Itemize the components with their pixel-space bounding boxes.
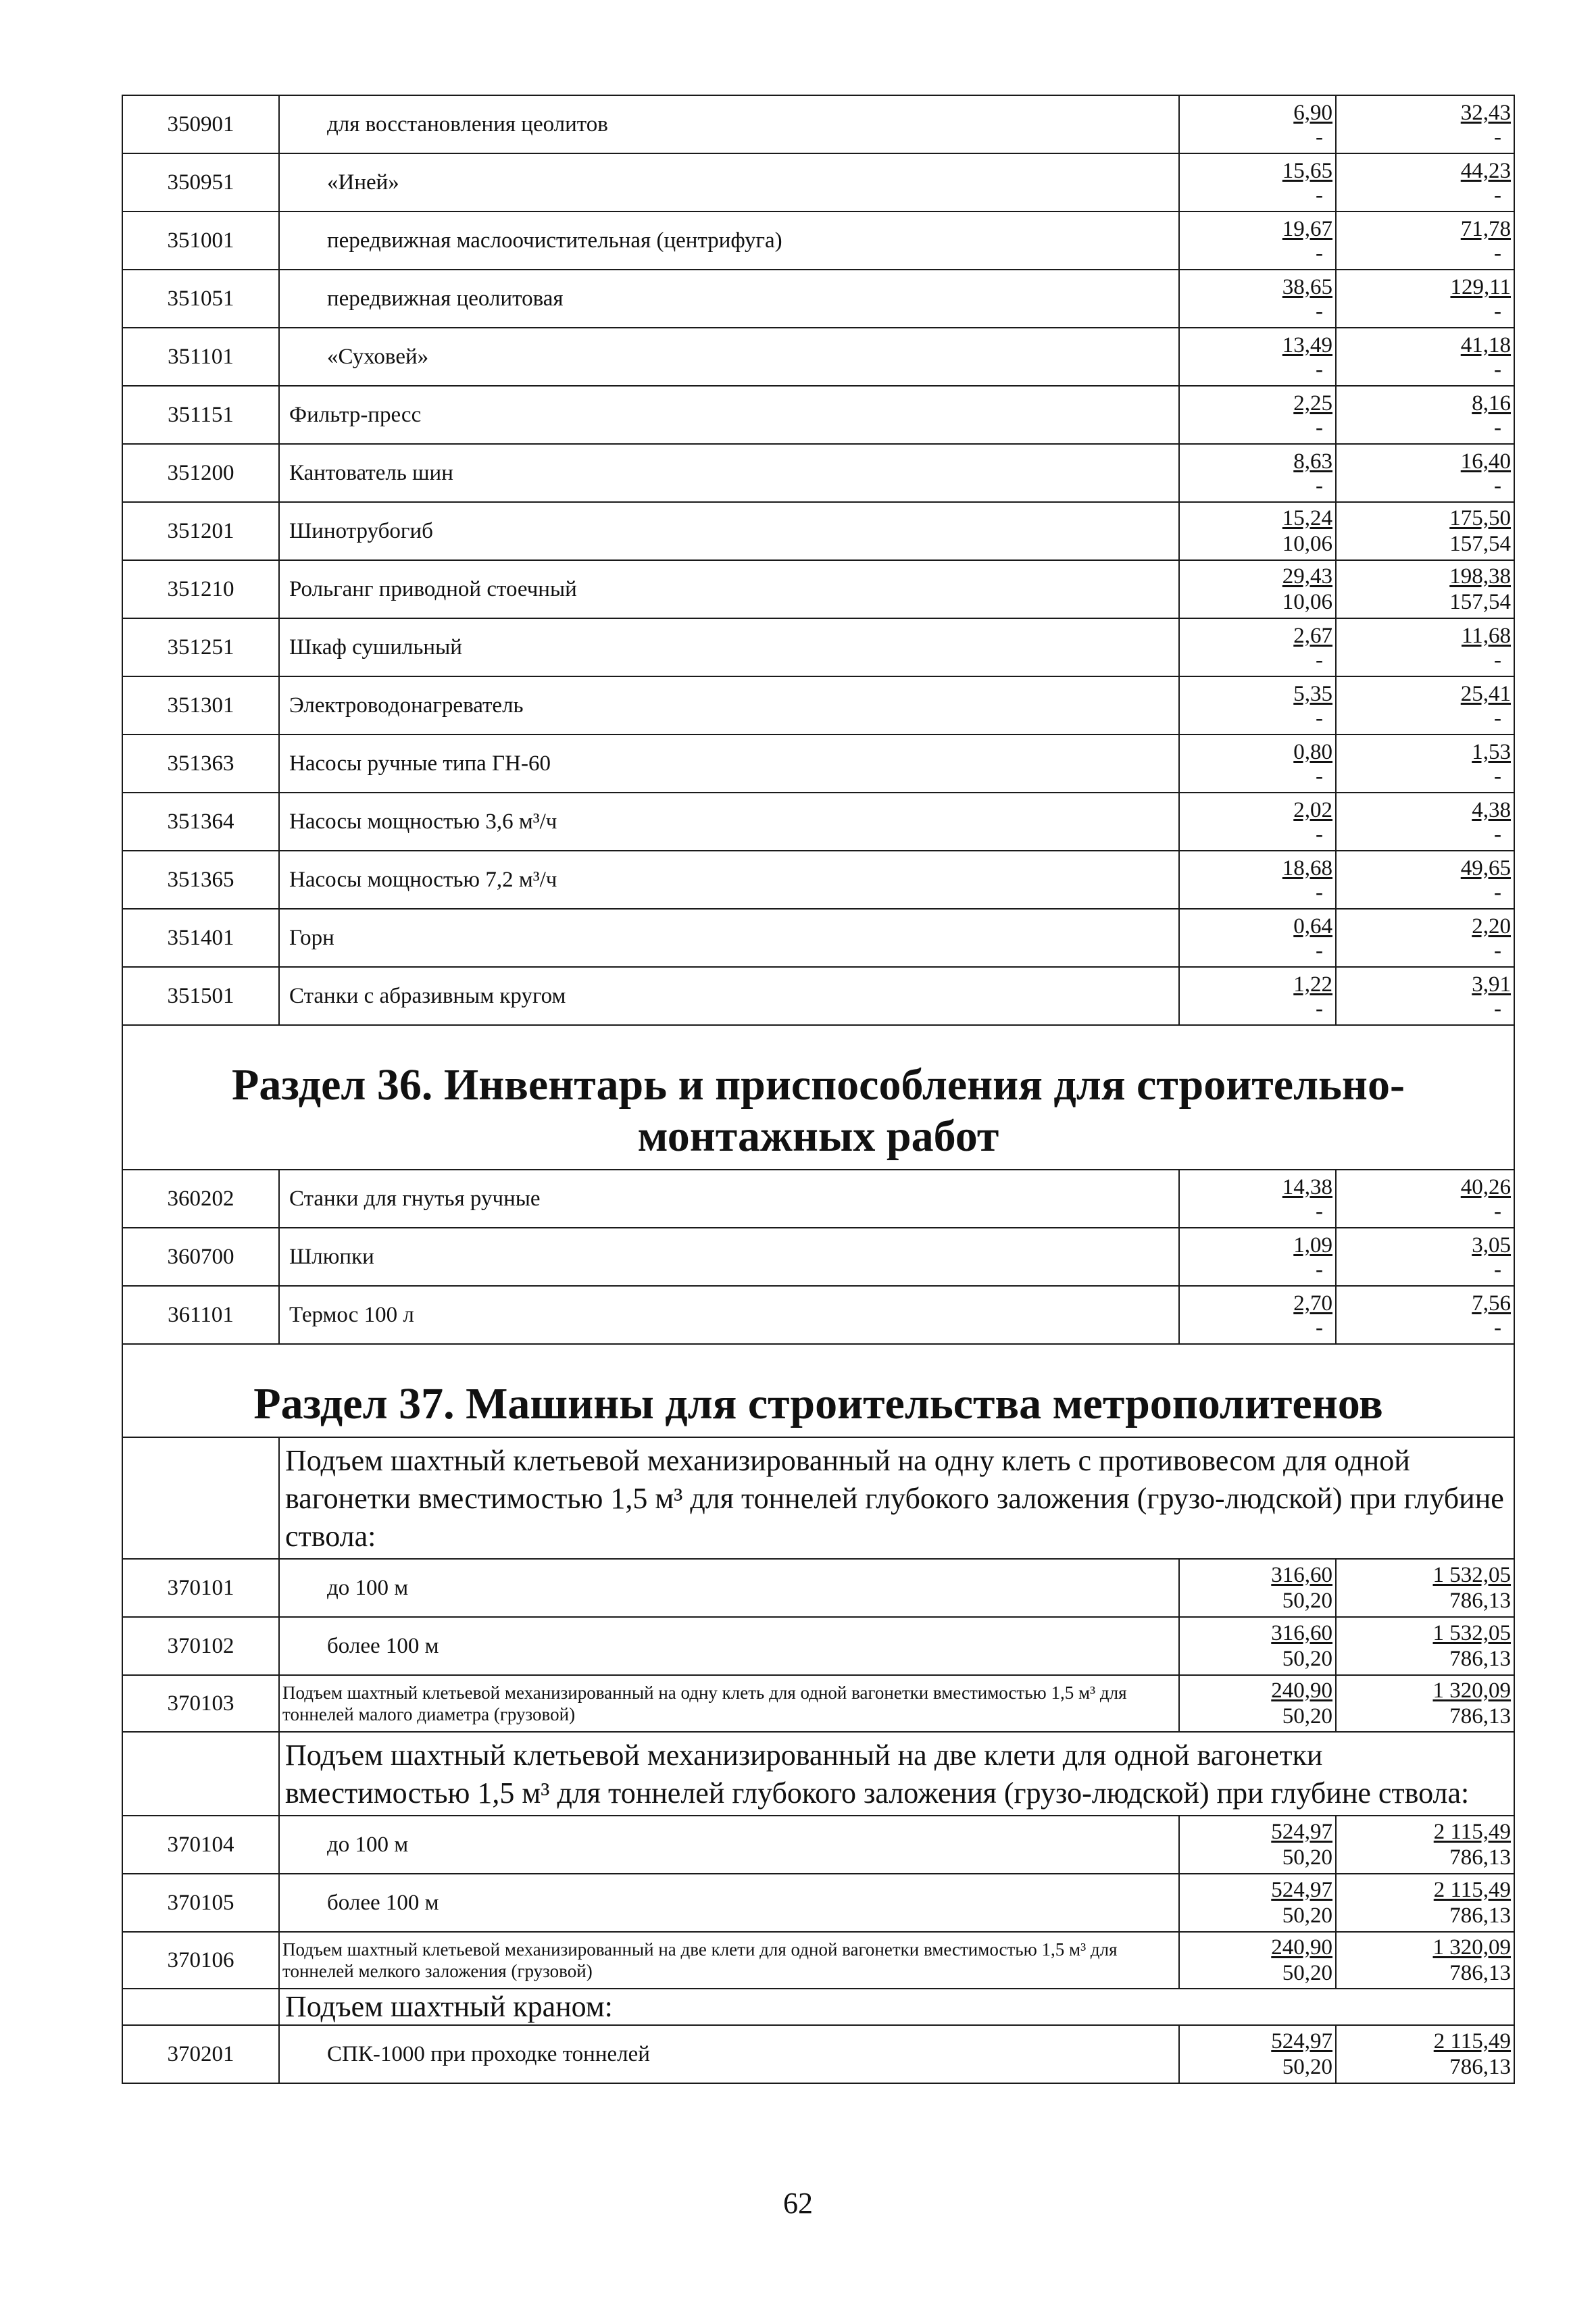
price-column-2-primary: 1 320,09: [1432, 1935, 1511, 1960]
price-column-2-secondary: -: [1494, 183, 1501, 207]
price-column-2: [1336, 851, 1514, 909]
price-column-1: [1179, 1932, 1336, 1989]
price-column-2-primary: 4,38: [1472, 798, 1511, 822]
price-column-2-primary: 40,26: [1460, 1175, 1511, 1199]
item-code: 350951: [122, 153, 279, 211]
group-heading-2: Подъем шахтный клетьевой механизированный на две клети для одной вагонетки вместимостью 1,5 м³ для тоннелей глубокого заложения (грузо-людской) при глубине ствола:: [279, 1732, 1514, 1816]
price-column-1: [1179, 735, 1336, 793]
item-code: 370103: [122, 1675, 279, 1732]
price-column-1: [1179, 560, 1336, 618]
item-name: Электроводонагреватель: [279, 676, 1179, 735]
price-column-2: [1336, 1170, 1514, 1228]
price-column-1-primary: 2,02: [1293, 798, 1332, 822]
item-name: Кантователь шин: [279, 444, 1179, 502]
price-column-1: [1179, 2025, 1336, 2083]
price-column-1: [1179, 386, 1336, 444]
price-column-2-secondary: -: [1494, 474, 1501, 498]
price-column-1: [1179, 909, 1336, 967]
price-column-2-primary: 11,68: [1461, 624, 1511, 648]
price-column-1-secondary: 50,20: [1282, 1647, 1332, 1671]
price-column-1-secondary: -: [1316, 997, 1323, 1021]
price-column-2: [1336, 735, 1514, 793]
price-column-2-secondary: -: [1494, 416, 1501, 440]
price-column-1-secondary: 50,20: [1282, 2055, 1332, 2079]
price-column-1: [1179, 1170, 1336, 1228]
price-column-1-primary: 524,97: [1271, 1878, 1332, 1902]
item-name: «Иней»: [279, 153, 1179, 211]
item-code: 361101: [122, 1286, 279, 1344]
price-column-2: [1336, 502, 1514, 560]
price-column-2-secondary: -: [1494, 706, 1501, 730]
item-code: 351501: [122, 967, 279, 1025]
table-row: [122, 1932, 1514, 1989]
price-column-1-primary: 29,43: [1282, 564, 1332, 589]
price-column-2-primary: 2 115,49: [1433, 1820, 1511, 1844]
item-name: Подъем шахтный клетьевой механизированный на две клети для одной вагонетки вместимостью 1,5 м³ для тоннелей мелкого заложения (грузовой): [279, 1932, 1179, 1989]
item-code: 351210: [122, 560, 279, 618]
price-column-1-secondary: 50,20: [1282, 1903, 1332, 1928]
price-column-2-secondary: -: [1494, 1316, 1501, 1340]
price-column-2-primary: 49,65: [1460, 856, 1511, 880]
table-row: [122, 1286, 1514, 1344]
table-row: [122, 851, 1514, 909]
price-column-2-secondary: -: [1494, 880, 1501, 905]
item-name: Фильтр-пресс: [279, 386, 1179, 444]
item-name: Горн: [279, 909, 1179, 967]
price-column-2: [1336, 967, 1514, 1025]
price-column-2-primary: 25,41: [1460, 682, 1511, 706]
price-column-2: [1336, 1617, 1514, 1675]
item-code: 351363: [122, 735, 279, 793]
table-row: [122, 735, 1514, 793]
price-column-2-secondary: 786,13: [1449, 1647, 1511, 1671]
price-column-1-secondary: -: [1316, 299, 1323, 324]
table-row: [122, 1675, 1514, 1732]
price-column-1-secondary: -: [1316, 939, 1323, 963]
price-column-2-primary: 16,40: [1460, 449, 1511, 474]
table-row: [122, 386, 1514, 444]
table-row: [122, 2025, 1514, 2083]
price-column-1: [1179, 851, 1336, 909]
price-column-2-secondary: -: [1494, 299, 1501, 324]
item-code: 370104: [122, 1816, 279, 1874]
price-column-1: [1179, 95, 1336, 153]
item-name: Подъем шахтный клетьевой механизированный на одну клеть для одной вагонетки вместимостью 1,5 м³ для тоннелей малого диаметра (грузовой): [279, 1675, 1179, 1732]
price-column-2: [1336, 153, 1514, 211]
price-column-1-secondary: -: [1316, 706, 1323, 730]
price-column-1-secondary: 10,06: [1282, 590, 1332, 614]
price-column-2-secondary: -: [1494, 241, 1501, 266]
price-column-2-primary: 44,23: [1460, 159, 1511, 183]
price-column-2: [1336, 328, 1514, 386]
price-column-1-primary: 18,68: [1282, 856, 1332, 880]
price-column-2: [1336, 618, 1514, 676]
item-name: Насосы ручные типа ГН-60: [279, 735, 1179, 793]
price-column-1-primary: 0,80: [1293, 740, 1332, 764]
item-code: 351001: [122, 211, 279, 270]
price-column-1-secondary: -: [1316, 1258, 1323, 1282]
price-column-1-secondary: -: [1316, 1199, 1323, 1224]
price-column-1: [1179, 328, 1336, 386]
item-name: Станки с абразивным кругом: [279, 967, 1179, 1025]
item-name: для восстановления цеолитов: [279, 95, 1179, 153]
item-code: 360700: [122, 1228, 279, 1286]
item-name: Насосы мощностью 7,2 м³/ч: [279, 851, 1179, 909]
price-column-2-secondary: -: [1494, 125, 1501, 149]
price-column-1-primary: 5,35: [1293, 682, 1332, 706]
price-column-2-secondary: 786,13: [1449, 1961, 1511, 1985]
price-column-2-secondary: 786,13: [1449, 1903, 1511, 1928]
price-column-2: [1336, 444, 1514, 502]
price-column-2: [1336, 909, 1514, 967]
section-37-title-row: [122, 1344, 1514, 1437]
table-row: [122, 560, 1514, 618]
price-column-1-primary: 14,38: [1282, 1175, 1332, 1199]
item-name: Рольганг приводной стоечный: [279, 560, 1179, 618]
price-column-2-primary: 2 115,49: [1433, 1878, 1511, 1902]
price-column-1-secondary: 50,20: [1282, 1704, 1332, 1728]
price-column-1: [1179, 153, 1336, 211]
price-column-2-secondary: -: [1494, 1258, 1501, 1282]
price-column-1-primary: 240,90: [1271, 1935, 1332, 1960]
price-column-2-primary: 198,38: [1449, 564, 1511, 589]
item-name: до 100 м: [279, 1816, 1179, 1874]
price-column-1-primary: 0,64: [1293, 914, 1332, 939]
price-column-2-secondary: -: [1494, 939, 1501, 963]
price-column-2: [1336, 2025, 1514, 2083]
item-code: 351201: [122, 502, 279, 560]
item-code: 360202: [122, 1170, 279, 1228]
price-column-1-secondary: 50,20: [1282, 1589, 1332, 1613]
table-row: [122, 1228, 1514, 1286]
price-column-2-secondary: 786,13: [1449, 2055, 1511, 2079]
price-column-1: [1179, 211, 1336, 270]
item-code: 370102: [122, 1617, 279, 1675]
item-code: 351301: [122, 676, 279, 735]
item-code: 351051: [122, 270, 279, 328]
price-column-1-secondary: -: [1316, 880, 1323, 905]
item-code: 351401: [122, 909, 279, 967]
price-column-2-secondary: -: [1494, 357, 1501, 382]
price-column-2-primary: 3,05: [1472, 1233, 1511, 1258]
price-column-2-primary: 2 115,49: [1433, 2029, 1511, 2053]
group-heading-3: Подъем шахтный краном:: [279, 1989, 1514, 2025]
item-name: СПК-1000 при проходке тоннелей: [279, 2025, 1179, 2083]
item-code: 350901: [122, 95, 279, 153]
table-row: [122, 1874, 1514, 1932]
group-heading-2-row: [122, 1732, 1514, 1816]
item-name: передвижная цеолитовая: [279, 270, 1179, 328]
price-column-2: [1336, 1675, 1514, 1732]
price-column-1-secondary: -: [1316, 183, 1323, 207]
price-column-2: [1336, 560, 1514, 618]
table-row: [122, 793, 1514, 851]
group-heading-3-row: [122, 1989, 1514, 2025]
price-column-2-primary: 2,20: [1472, 914, 1511, 939]
price-column-1: [1179, 1286, 1336, 1344]
price-column-1: [1179, 967, 1336, 1025]
page-number: 62: [783, 2187, 813, 2220]
item-code: 351200: [122, 444, 279, 502]
price-column-2-primary: 3,91: [1472, 972, 1511, 997]
price-column-2-secondary: -: [1494, 822, 1501, 847]
price-column-1-secondary: -: [1316, 822, 1323, 847]
price-column-2-primary: 32,43: [1460, 101, 1511, 125]
price-column-1-secondary: -: [1316, 241, 1323, 266]
price-column-1: [1179, 1559, 1336, 1617]
price-column-1-secondary: -: [1316, 1316, 1323, 1340]
price-column-2-secondary: 157,54: [1449, 532, 1511, 556]
price-column-2-primary: 41,18: [1460, 333, 1511, 357]
price-column-1: [1179, 1816, 1336, 1874]
group-heading-3-spacer: [122, 1989, 279, 2025]
price-column-1-primary: 524,97: [1271, 1820, 1332, 1844]
price-column-1-primary: 2,67: [1293, 624, 1332, 648]
price-column-1-secondary: 50,20: [1282, 1845, 1332, 1870]
table-row: [122, 1617, 1514, 1675]
price-column-1-primary: 1,22: [1293, 972, 1332, 997]
section-37-title: Раздел 37. Машины для строительства метрополитенов: [122, 1344, 1514, 1437]
price-column-2: [1336, 1816, 1514, 1874]
price-column-2-primary: 1 532,05: [1432, 1621, 1511, 1645]
table-row: [122, 1170, 1514, 1228]
price-column-1-secondary: -: [1316, 125, 1323, 149]
price-column-1: [1179, 1228, 1336, 1286]
price-column-1-secondary: -: [1316, 648, 1323, 672]
table-row: [122, 502, 1514, 560]
price-column-1: [1179, 270, 1336, 328]
item-name: более 100 м: [279, 1617, 1179, 1675]
price-column-2: [1336, 793, 1514, 851]
price-column-1-primary: 15,65: [1282, 159, 1332, 183]
table-row: [122, 328, 1514, 386]
item-code: 351101: [122, 328, 279, 386]
price-column-1: [1179, 618, 1336, 676]
item-name: Шкаф сушильный: [279, 618, 1179, 676]
item-name: Шинотрубогиб: [279, 502, 1179, 560]
price-column-2-primary: 1,53: [1472, 740, 1511, 764]
price-column-1-secondary: 50,20: [1282, 1961, 1332, 1985]
price-column-2-secondary: 786,13: [1449, 1704, 1511, 1728]
table-row: [122, 967, 1514, 1025]
item-code: 370101: [122, 1559, 279, 1617]
table-row: [122, 211, 1514, 270]
price-column-2-secondary: 786,13: [1449, 1845, 1511, 1870]
group-heading-1-row: [122, 1437, 1514, 1559]
table-row: [122, 909, 1514, 967]
item-code: 370106: [122, 1932, 279, 1989]
table-row: [122, 95, 1514, 153]
price-column-2: [1336, 95, 1514, 153]
item-name: до 100 м: [279, 1559, 1179, 1617]
price-column-1-primary: 15,24: [1282, 506, 1332, 530]
price-column-1-primary: 316,60: [1271, 1563, 1332, 1587]
price-column-1-primary: 13,49: [1282, 333, 1332, 357]
price-column-1-primary: 19,67: [1282, 217, 1332, 241]
price-column-1: [1179, 1617, 1336, 1675]
table-row: [122, 618, 1514, 676]
price-column-1-secondary: -: [1316, 474, 1323, 498]
price-column-1-primary: 2,70: [1293, 1291, 1332, 1316]
item-code: 351364: [122, 793, 279, 851]
price-column-2-secondary: -: [1494, 648, 1501, 672]
price-table: [122, 95, 1515, 2084]
price-column-1-primary: 2,25: [1293, 391, 1332, 416]
price-column-2-primary: 8,16: [1472, 391, 1511, 416]
table-row: [122, 153, 1514, 211]
price-column-2: [1336, 270, 1514, 328]
price-column-1-primary: 6,90: [1293, 101, 1332, 125]
item-code: 351251: [122, 618, 279, 676]
price-column-1-primary: 8,63: [1293, 449, 1332, 474]
price-column-2-primary: 175,50: [1449, 506, 1511, 530]
price-column-2-primary: 1 532,05: [1432, 1563, 1511, 1587]
item-name: передвижная маслоочистительная (центрифуга): [279, 211, 1179, 270]
price-column-1: [1179, 1874, 1336, 1932]
price-column-2: [1336, 1874, 1514, 1932]
price-column-2: [1336, 386, 1514, 444]
price-column-1: [1179, 676, 1336, 735]
section-36-title: Раздел 36. Инвентарь и приспособления для строительно-монтажных работ: [122, 1025, 1514, 1170]
price-column-1-primary: 316,60: [1271, 1621, 1332, 1645]
price-column-1-secondary: 10,06: [1282, 532, 1332, 556]
price-column-2-primary: 129,11: [1450, 275, 1511, 299]
item-code: 370105: [122, 1874, 279, 1932]
group-heading-1-spacer: [122, 1437, 279, 1559]
price-column-2-secondary: -: [1494, 1199, 1501, 1224]
section-36-title-row: [122, 1025, 1514, 1170]
item-name: более 100 м: [279, 1874, 1179, 1932]
item-name: Термос 100 л: [279, 1286, 1179, 1344]
item-name: «Суховей»: [279, 328, 1179, 386]
price-column-1-primary: 524,97: [1271, 2029, 1332, 2053]
table-row: [122, 1559, 1514, 1617]
price-column-1-primary: 240,90: [1271, 1678, 1332, 1703]
price-column-2: [1336, 1228, 1514, 1286]
group-heading-2-spacer: [122, 1732, 279, 1816]
group-heading-1: Подъем шахтный клетьевой механизированный на одну клеть с противовесом для одной вагонетки вместимостью 1,5 м³ для тоннелей глубокого заложения (грузо-людской) при глубине ствола:: [279, 1437, 1514, 1559]
price-column-1-secondary: -: [1316, 416, 1323, 440]
price-column-1: [1179, 1675, 1336, 1732]
price-column-2: [1336, 1932, 1514, 1989]
price-column-2-secondary: -: [1494, 764, 1501, 789]
table-row: [122, 1816, 1514, 1874]
price-table-page: [122, 95, 1514, 2084]
item-code: 351151: [122, 386, 279, 444]
price-column-2-secondary: 157,54: [1449, 590, 1511, 614]
price-column-2: [1336, 1286, 1514, 1344]
price-column-2-secondary: -: [1494, 997, 1501, 1021]
price-column-2: [1336, 1559, 1514, 1617]
table-row: [122, 444, 1514, 502]
price-column-2: [1336, 211, 1514, 270]
price-column-2-secondary: 786,13: [1449, 1589, 1511, 1613]
item-code: 370201: [122, 2025, 279, 2083]
item-name: Станки для гнутья ручные: [279, 1170, 1179, 1228]
price-column-1-primary: 1,09: [1293, 1233, 1332, 1258]
price-column-2: [1336, 676, 1514, 735]
price-column-1: [1179, 444, 1336, 502]
price-column-1-primary: 38,65: [1282, 275, 1332, 299]
price-column-1: [1179, 793, 1336, 851]
price-column-2-primary: 1 320,09: [1432, 1678, 1511, 1703]
price-column-1-secondary: -: [1316, 357, 1323, 382]
item-name: Насосы мощностью 3,6 м³/ч: [279, 793, 1179, 851]
item-code: 351365: [122, 851, 279, 909]
price-column-1-secondary: -: [1316, 764, 1323, 789]
price-column-2-primary: 71,78: [1460, 217, 1511, 241]
table-row: [122, 676, 1514, 735]
price-column-2-primary: 7,56: [1472, 1291, 1511, 1316]
price-column-1: [1179, 502, 1336, 560]
item-name: Шлюпки: [279, 1228, 1179, 1286]
table-row: [122, 270, 1514, 328]
